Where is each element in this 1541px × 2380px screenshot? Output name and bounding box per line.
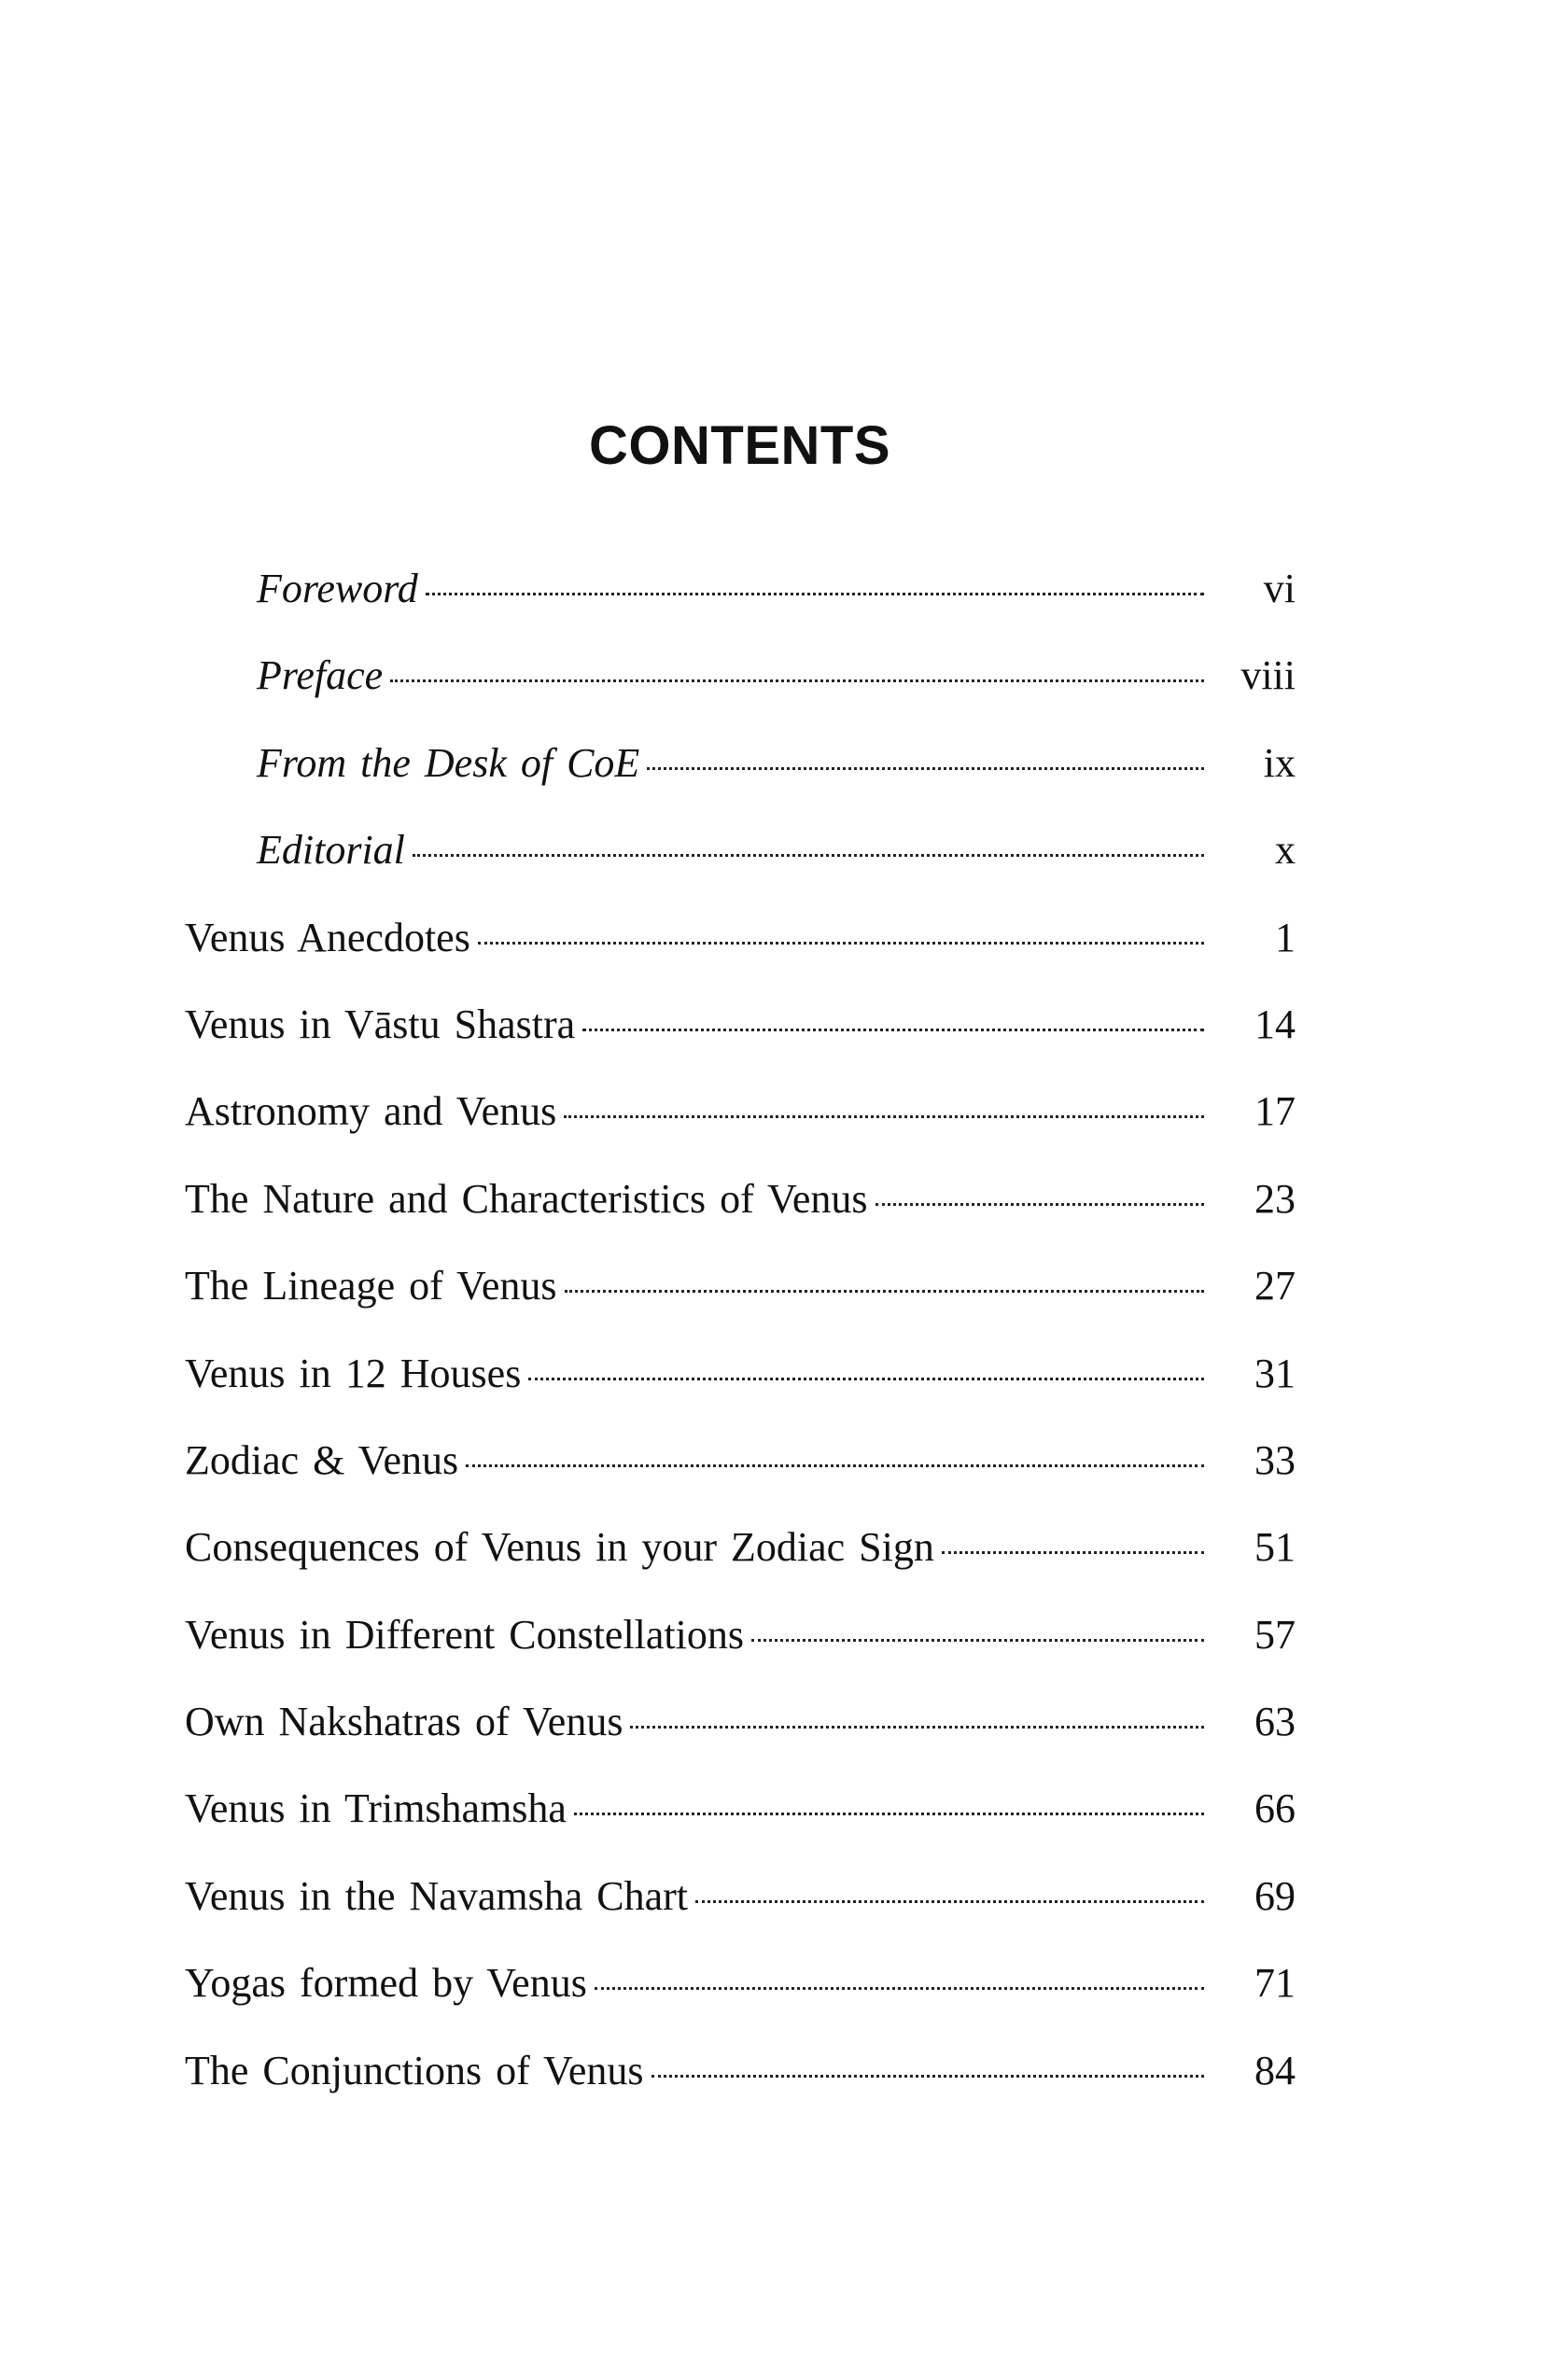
toc-entry-editorial (185, 826, 1296, 913)
toc-entry-page: ix (1263, 739, 1296, 786)
toc-entry-title: The Nature and Characteristics of Venus (185, 1175, 868, 1222)
dot-leader (876, 1203, 1205, 1206)
toc-entry-title: Venus in the Navamsha Chart (185, 1872, 688, 1919)
toc-entry-page: x (1275, 827, 1296, 874)
toc-entry-title: Venus in Vāstu Shastra (185, 1001, 576, 1047)
toc-entry-title: Editorial (257, 827, 405, 874)
dot-leader (564, 1115, 1204, 1118)
dot-leader (574, 1813, 1204, 1815)
toc-entry-chapter (185, 1087, 1296, 1174)
toc-entry-page: 33 (1254, 1436, 1296, 1483)
toc-entry-chapter (185, 1698, 1296, 1785)
toc-entry-page: 66 (1254, 1785, 1296, 1832)
dot-leader (390, 679, 1204, 682)
toc-entry-chapter (185, 1436, 1296, 1523)
toc-entry-chapter (185, 914, 1296, 1001)
toc-entry-page: 63 (1254, 1699, 1296, 1745)
toc-entry-chapter (185, 1959, 1296, 2046)
toc-entry-chapter (185, 1001, 1296, 1087)
toc-entry-page: 71 (1254, 1960, 1296, 2007)
toc-entry-chapter (185, 2047, 1296, 2134)
toc-entry-chapter (185, 1785, 1296, 1871)
toc-entry-chapter (185, 1611, 1296, 1698)
dot-leader (466, 1464, 1204, 1467)
toc-entry-title: Venus Anecdotes (185, 914, 470, 960)
toc-entry-title: Astronomy and Venus (185, 1088, 557, 1135)
toc-entry-foreword (185, 565, 1296, 651)
toc-entry-title: Foreword (257, 566, 418, 611)
toc-entry-page: 14 (1254, 1001, 1296, 1047)
toc-entry-title: The Conjunctions of Venus (185, 2047, 644, 2093)
toc-entry-chapter (185, 1523, 1296, 1610)
toc-entry-from-the-desk (185, 739, 1296, 826)
toc-entry-page: viii (1240, 652, 1296, 699)
dot-leader (695, 1900, 1204, 1903)
toc-entry-title: Venus in 12 Houses (185, 1350, 522, 1396)
dot-leader (426, 593, 1204, 595)
dot-leader (595, 1987, 1204, 1990)
dot-leader (565, 1290, 1204, 1293)
toc-entry-page: 23 (1254, 1175, 1296, 1222)
toc-entry-page: 17 (1254, 1088, 1296, 1135)
toc-entry-chapter (185, 1350, 1296, 1436)
toc-entry-chapter (185, 1262, 1296, 1349)
toc-entry-page: 69 (1254, 1872, 1296, 1919)
dot-leader (647, 767, 1204, 770)
toc-entry-page: 31 (1254, 1350, 1296, 1396)
page-title: CONTENTS (589, 414, 890, 476)
toc-entry-chapter (185, 1175, 1296, 1262)
toc-entry-title: Yogas formed by Venus (185, 1960, 587, 2007)
toc-entry-page: 57 (1254, 1611, 1296, 1658)
toc-entry-preface (185, 651, 1296, 738)
toc-entry-title: The Lineage of Venus (185, 1263, 557, 1309)
toc-entry-title: Consequences of Venus in your Zodiac Sign (185, 1524, 934, 1571)
dot-leader (528, 1378, 1204, 1380)
dot-leader (630, 1726, 1204, 1729)
dot-leader (942, 1551, 1204, 1554)
table-of-contents (185, 565, 1296, 2134)
dot-leader (582, 1029, 1204, 1031)
toc-entry-title: Preface (257, 652, 384, 699)
toc-entry-title: Venus in Different Constellations (185, 1611, 744, 1658)
dot-leader (651, 2075, 1205, 2078)
dot-leader (478, 942, 1204, 945)
toc-entry-page: vi (1263, 566, 1296, 611)
dot-leader (751, 1639, 1204, 1642)
toc-entry-title: From the Desk of CoE (257, 739, 640, 786)
toc-entry-chapter (185, 1872, 1296, 1959)
toc-entry-page: 27 (1254, 1263, 1296, 1309)
toc-entry-page: 1 (1275, 914, 1296, 960)
toc-entry-page: 51 (1254, 1524, 1296, 1571)
toc-entry-title: Zodiac & Venus (185, 1436, 459, 1483)
dot-leader (413, 854, 1204, 857)
toc-entry-page: 84 (1254, 2047, 1296, 2093)
toc-entry-title: Venus in Trimshamsha (185, 1785, 567, 1832)
toc-entry-title: Own Nakshatras of Venus (185, 1699, 623, 1745)
